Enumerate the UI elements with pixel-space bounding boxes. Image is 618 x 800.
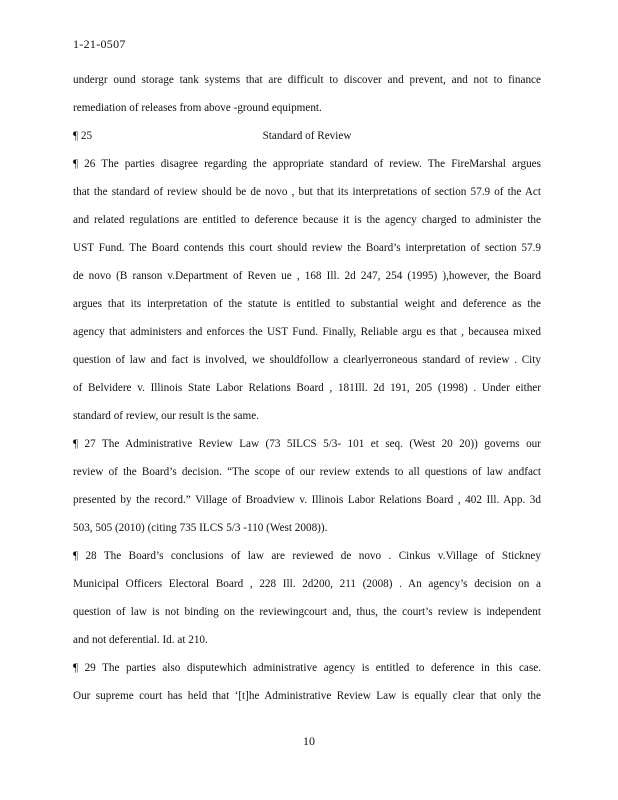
text-line: question of law is not binding on the reviewingcourt and, thus, the court’s review is independent <box>73 606 541 618</box>
case-number: 1-21-0507 <box>73 37 126 51</box>
text-line: ¶ 29 The parties also disputewhich administrative agency is entitled to deference in this case. <box>73 662 541 674</box>
text-line: standard of review, our result is the same. <box>73 410 259 422</box>
section-title: Standard of Review <box>262 130 352 142</box>
text-line: UST Fund. The Board contends this court should review the Board’s interpretation of section 57.9 <box>73 242 541 254</box>
text-line: ¶ 26 The parties disagree regarding the appropriate standard of review. The FireMarshal argues <box>73 158 541 170</box>
text-line: Municipal Officers Electoral Board , 228 Ill. 2d200, 211 (2008) . An agency’s decision on a <box>73 578 541 590</box>
text-line: presented by the record.” Village of Broadview v. Illinois Labor Relations Board , 402 Ill. App. 3d <box>73 494 541 506</box>
text-line: Our supreme court has held that ‘[t]he Administrative Review Law is equally clear that only the <box>73 690 541 702</box>
text-line: agency that administers and enforces the UST Fund. Finally, Reliable argu es that , becausea mixed <box>73 326 541 338</box>
text-line: 503, 505 (2010) (citing 735 ILCS 5/3 -110 (West 2008)). <box>73 522 328 534</box>
text-line: and not deferential. Id. at 210. <box>73 634 208 646</box>
text-line: of Belvidere v. Illinois State Labor Relations Board , 181Ill. 2d 191, 205 (1998) . Under either <box>73 382 541 394</box>
text-line: undergr ound storage tank systems that are difficult to discover and prevent, and not to finance <box>73 74 541 86</box>
page-number: 10 <box>303 734 315 748</box>
text-line: ¶ 27 The Administrative Review Law (73 5ILCS 5/3- 101 et seq. (West 20 20)) governs our <box>73 438 541 450</box>
text-line: de novo (B ranson v.Department of Reven ue , 168 Ill. 2d 247, 254 (1995) ),however, the Board <box>73 270 541 282</box>
text-line: question of law and fact is involved, we shouldfollow a clearlyerroneous standard of review . City <box>73 354 541 366</box>
text-line: ¶ 28 The Board’s conclusions of law are reviewed de novo . Cinkus v.Village of Stickney <box>73 550 541 562</box>
text-line: review of the Board’s decision. “The scope of our review extends to all questions of law andfact <box>73 466 541 478</box>
text-line: argues that its interpretation of the statute is entitled to substantial weight and deference as the <box>73 298 541 310</box>
text-line: that the standard of review should be de novo , but that its interpretations of section 57.9 of the Act <box>73 186 541 198</box>
text-line: and related regulations are entitled to deference because it is the agency charged to administer the <box>73 214 541 226</box>
text-line: remediation of releases from above -ground equipment. <box>73 102 322 114</box>
paragraph-number: ¶ 25 <box>73 130 93 142</box>
